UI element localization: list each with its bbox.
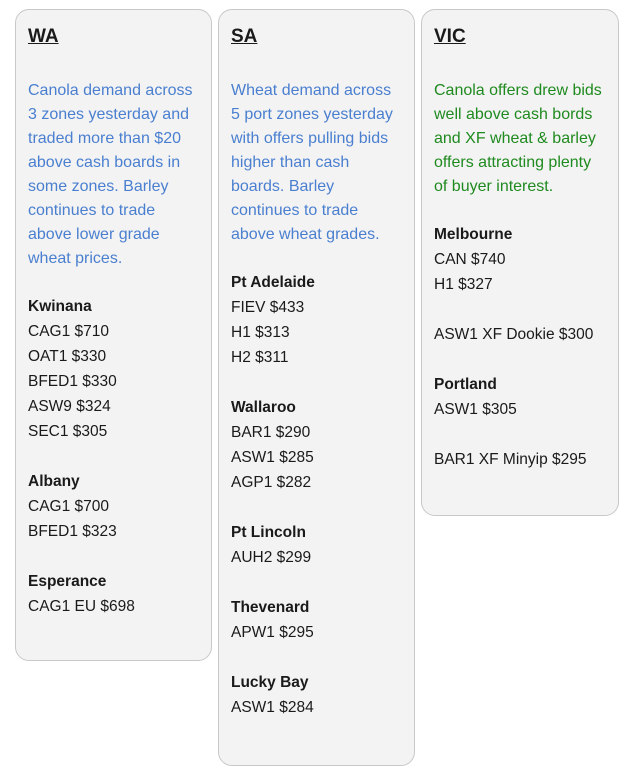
price-line: FIEV $433	[231, 299, 305, 316]
price-line: AGP1 $282	[231, 474, 312, 491]
spacer	[434, 297, 606, 322]
price-line: ASW9 $324	[28, 398, 111, 415]
vic-summary: Canola offers drew bids well above cash bords and XF wheat & barley offers attracting plenty of buyer interest.	[434, 82, 602, 195]
wa-summary: Canola demand across 3 zones yesterday and traded more than $20 above cash boards in some zones. Barley continues to trade above lower grade wheat prices.	[28, 82, 193, 267]
price-line: ASW1 XF Dookie $300	[434, 326, 594, 343]
price-line: AUH2 $299	[231, 549, 312, 566]
vic-card	[421, 9, 619, 516]
spacer	[434, 422, 606, 447]
price-line: H2 $311	[231, 349, 289, 366]
sa-summary: Wheat demand across 5 port zones yesterday with offers pulling bids higher than cash boards. Barley continues to trade above wheat grades.	[231, 82, 393, 243]
wa-port-esperance	[28, 569, 199, 619]
price-line: OAT1 $330	[28, 348, 107, 365]
price-line: SEC1 $305	[28, 423, 108, 440]
price-line: CAG1 $700	[28, 498, 109, 515]
port-name: Wallaroo	[231, 399, 296, 416]
price-line: CAG1 EU $698	[28, 598, 135, 615]
sa-port-wallaroo	[231, 395, 402, 495]
sa-card	[218, 9, 415, 766]
price-line: BAR1 $290	[231, 424, 311, 441]
wa-port-albany	[28, 469, 199, 544]
port-name: Lucky Bay	[231, 674, 309, 691]
price-line: ASW1 $285	[231, 449, 314, 466]
vic-port-portland	[434, 372, 606, 472]
price-line: CAG1 $710	[28, 323, 109, 340]
vic-port-melbourne	[434, 222, 606, 347]
port-name: Melbourne	[434, 226, 513, 243]
price-line: H1 $313	[231, 324, 290, 341]
sa-port-pt-adelaide	[231, 270, 402, 370]
price-line: BFED1 $330	[28, 373, 117, 390]
price-line: BAR1 XF Minyip $295	[434, 451, 587, 468]
sa-port-pt-lincoln	[231, 520, 402, 570]
port-name: Pt Adelaide	[231, 274, 315, 291]
port-name: Pt Lincoln	[231, 524, 306, 541]
sa-title: SA	[231, 26, 258, 47]
price-line: ASW1 $305	[434, 401, 517, 418]
port-name: Thevenard	[231, 599, 310, 616]
sa-port-lucky-bay	[231, 670, 402, 720]
price-line: BFED1 $323	[28, 523, 117, 540]
price-line: ASW1 $284	[231, 699, 314, 716]
wa-port-kwinana	[28, 294, 199, 444]
price-line: H1 $327	[434, 276, 493, 293]
port-name: Esperance	[28, 573, 107, 590]
port-name: Portland	[434, 376, 497, 393]
port-name: Albany	[28, 473, 80, 490]
sa-port-thevenard	[231, 595, 402, 645]
port-name: Kwinana	[28, 298, 92, 315]
wa-card	[15, 9, 212, 661]
wa-title: WA	[28, 26, 59, 47]
price-line: APW1 $295	[231, 624, 314, 641]
price-line: CAN $740	[434, 251, 506, 268]
vic-title: VIC	[434, 26, 466, 47]
